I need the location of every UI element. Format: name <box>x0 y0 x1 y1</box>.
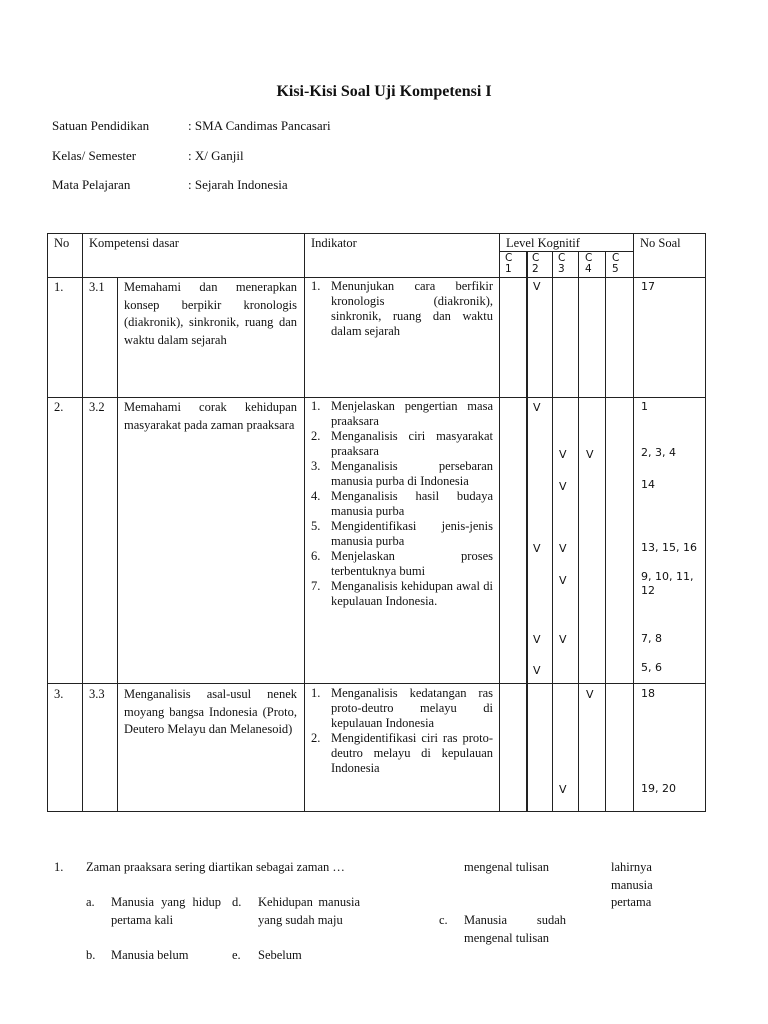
info-value-satuan: : SMA Candimas Pancasari <box>188 118 331 133</box>
header-kompetensi-dasar: Kompetensi dasar <box>89 236 179 250</box>
no-soal-value: 13, 15, 16 <box>641 541 697 554</box>
info-label-satuan: Satuan Pendidikan <box>52 118 150 133</box>
check-mark: V <box>559 633 567 646</box>
table-border-top <box>47 233 706 234</box>
info-value-mapel: : Sejarah Indonesia <box>188 177 288 192</box>
info-label-kelas: Kelas/ Semester <box>52 148 137 163</box>
row-divider <box>47 683 706 684</box>
indikator-item: 6. Menjelaskan proses terbentuknya bumi <box>311 549 493 578</box>
question-text: Zaman praaksara sering diartikan sebagai zaman … <box>86 860 345 874</box>
no-soal-value: 7, 8 <box>641 632 662 645</box>
indikator-item: 2. Mengidentifikasi ciri ras proto-deutro melayu di kepulauan Indonesia <box>311 731 493 775</box>
column-divider <box>117 277 118 812</box>
row-no: 3. <box>54 687 64 701</box>
option-letter: c. <box>439 913 448 927</box>
option-continuation: mengenal tulisan <box>464 860 550 874</box>
row-no: 2. <box>54 400 64 414</box>
check-mark: V <box>533 401 541 414</box>
column-divider <box>526 251 528 812</box>
column-divider <box>578 251 579 812</box>
check-mark: V <box>586 688 594 701</box>
indikator-item: 7. Menganalisis kehidupan awal di kepulauan Indonesia. <box>311 579 493 608</box>
check-mark: V <box>533 542 541 555</box>
no-soal-value: 2, 3, 4 <box>641 446 676 459</box>
option-c-text: Manusia sudah mengenal tulisan <box>464 913 566 945</box>
table-border-right <box>705 233 706 812</box>
column-divider <box>82 233 83 812</box>
indikator-item: 5. Mengidentifikasi jenis-jenis manusia purba <box>311 519 493 548</box>
column-divider <box>552 251 553 812</box>
header-c5: C 5 <box>612 252 620 275</box>
indikator-item: 1. Menunjukan cara berfikir kronologis (diakronik), sinkronik, ruang dan waktu dalam sejarah <box>311 279 493 338</box>
no-soal-value: 18 <box>641 687 655 700</box>
row-kd-text: Memahami corak kehidupan masyarakat pada zaman praaksara <box>124 400 297 432</box>
option-b-text: Manusia belum <box>111 948 189 962</box>
column-divider <box>633 233 634 812</box>
indikator-list <box>311 686 493 776</box>
option-d-text: Kehidupan manusia yang sudah maju <box>258 895 360 927</box>
column-divider <box>605 251 606 812</box>
column-divider <box>499 233 500 812</box>
check-mark: V <box>559 542 567 555</box>
header-indikator: Indikator <box>311 236 357 250</box>
option-a-text: Manusia yang hidup pertama kali <box>111 895 221 927</box>
header-c2: C 2 <box>532 252 540 275</box>
header-level-kognitif: Level Kognitif <box>506 236 580 250</box>
header-no: No <box>54 236 70 250</box>
row-no: 1. <box>54 280 64 294</box>
check-mark: V <box>533 633 541 646</box>
no-soal-value: 14 <box>641 478 655 491</box>
option-e-text: Sebelum <box>258 948 302 962</box>
info-label-mapel: Mata Pelajaran <box>52 177 131 192</box>
column-divider <box>304 233 305 812</box>
no-soal-value: 5, 6 <box>641 661 662 674</box>
indikator-item: 2. Menganalisis ciri masyarakat praaksara <box>311 429 493 458</box>
row-kd-code: 3.3 <box>89 687 105 701</box>
indikator-item: 1. Menjelaskan pengertian masa praaksara <box>311 399 493 428</box>
option-letter: b. <box>86 948 96 962</box>
check-mark: V <box>586 448 594 461</box>
check-mark: V <box>559 574 567 587</box>
header-no-soal: No Soal <box>640 236 681 250</box>
question-number: 1. <box>54 860 64 874</box>
option-letter: a. <box>86 895 95 909</box>
row-divider <box>47 397 706 398</box>
indikator-item: 4. Menganalisis hasil budaya manusia purba <box>311 489 493 518</box>
no-soal-value: 19, 20 <box>641 782 676 795</box>
row-kd-text: Menganalisis asal-usul nenek moyang bangsa Indonesia (Proto, Deutero Melayu dan Melanesoid) <box>124 687 297 736</box>
check-mark: V <box>559 448 567 461</box>
header-c1: C 1 <box>505 252 513 275</box>
header-bottom-border <box>47 277 706 278</box>
check-mark: V <box>533 280 541 293</box>
option-letter: e. <box>232 948 241 962</box>
check-mark: V <box>559 783 567 796</box>
row-kd-text: Memahami dan menerapkan konsep berpikir kronologis (diakronik), sinkronik, ruang dan waktu dalam sejarah <box>124 280 297 347</box>
indikator-list <box>311 399 493 609</box>
check-mark: V <box>533 664 541 677</box>
option-continuation: lahirnya manusia pertama <box>611 860 653 909</box>
no-soal-value: 1 <box>641 400 648 413</box>
table-border-bottom <box>47 811 706 812</box>
info-value-kelas: : X/ Ganjil <box>188 148 244 163</box>
document-title: Kisi-Kisi Soal Uji Kompetensi I <box>276 83 492 100</box>
no-soal-value: 9, 10, 11, 12 <box>641 570 694 597</box>
check-mark: V <box>559 480 567 493</box>
indikator-list <box>311 279 493 339</box>
no-soal-value: 17 <box>641 280 655 293</box>
header-c3: C 3 <box>558 252 566 275</box>
table-border-left <box>47 233 48 812</box>
header-c4: C 4 <box>585 252 593 275</box>
indikator-item: 1. Menganalisis kedatangan ras proto-deutro melayu di kepulauan Indonesia <box>311 686 493 730</box>
row-kd-code: 3.1 <box>89 280 105 294</box>
indikator-item: 3. Menganalisis persebaran manusia purba di Indonesia <box>311 459 493 488</box>
row-kd-code: 3.2 <box>89 400 105 414</box>
option-letter: d. <box>232 895 242 909</box>
